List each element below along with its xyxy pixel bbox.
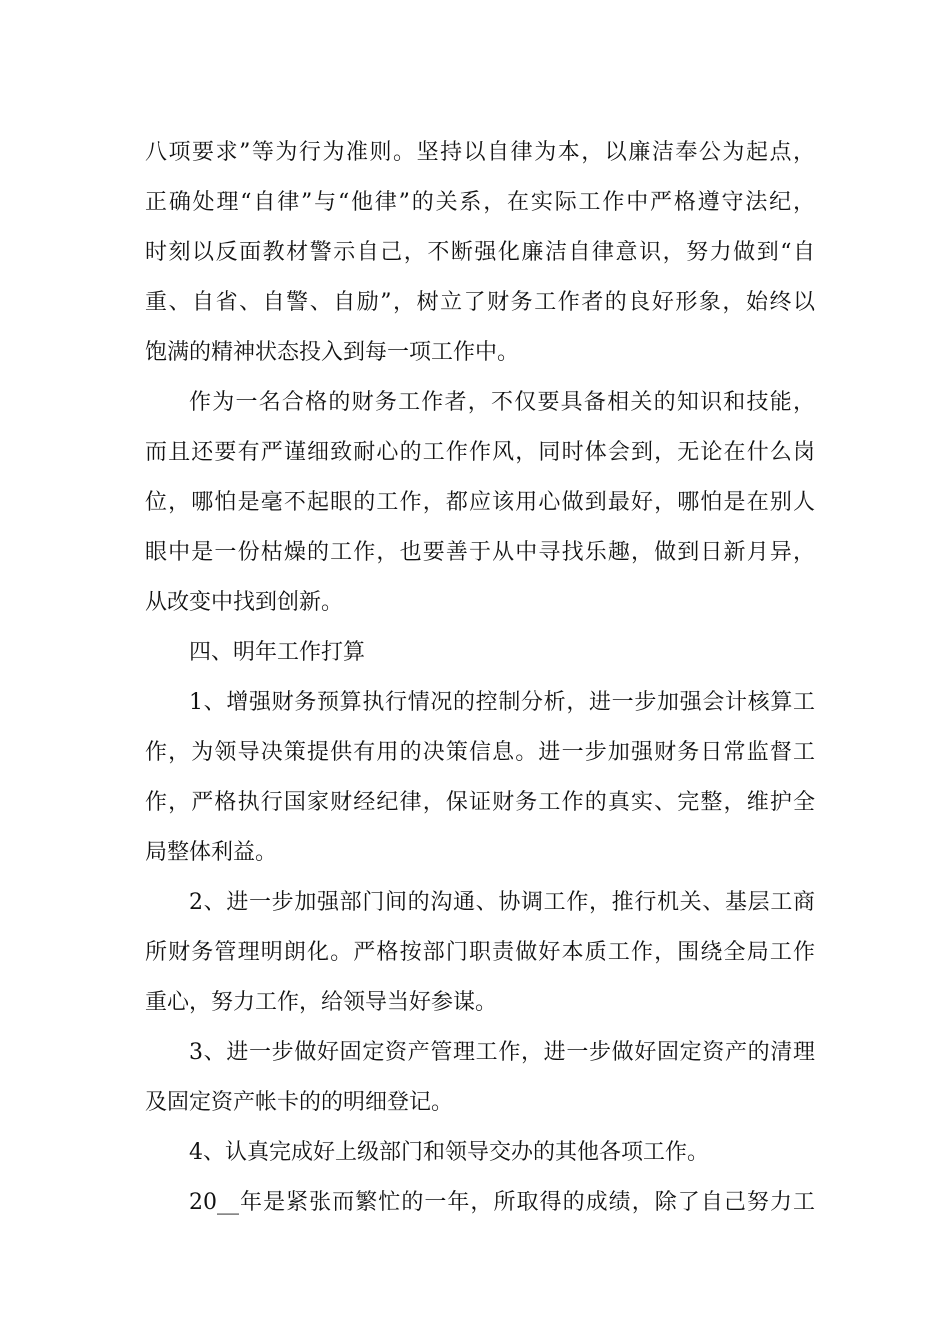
text-line: 作，严格执行国家财经纪律，保证财务工作的真实、完整，维护全 [145,790,815,815]
text-line: 2、进一步加强部门间的沟通、协调工作，推行机关、基层工商 [189,890,815,915]
text-line: 作为一名合格的财务工作者，不仅要具备相关的知识和技能， [189,390,815,415]
heading-text: 四、明年工作打算 [189,640,366,665]
text-line: 重心，努力工作，给领导当好参谋。 [145,990,498,1015]
paragraph [145,1028,815,1128]
paragraph [145,128,815,378]
text-line: 及固定资产帐卡的的明细登记。 [145,1090,454,1115]
text-line: 位，哪怕是毫不起眼的工作，都应该用心做到最好，哪怕是在别人 [145,490,815,515]
text-line: 4、认真完成好上级部门和领导交办的其他各项工作。 [189,1140,709,1165]
paragraph [145,878,815,1028]
text-line: 眼中是一份枯燥的工作，也要善于从中寻找乐趣，做到日新月异， [145,540,815,565]
text-line: 正确处理“自律”与“他律”的关系，在实际工作中严格遵守法纪， [145,190,815,215]
text-line: 20__年是紧张而繁忙的一年，所取得的成绩，除了自己努力工 [189,1190,815,1215]
section-heading [145,628,815,678]
paragraph [145,1178,815,1228]
paragraph [145,678,815,878]
document-body [145,128,815,1228]
text-line: 而且还要有严谨细致耐心的工作作风，同时体会到，无论在什么岗 [145,440,815,465]
text-line: 1、增强财务预算执行情况的控制分析，进一步加强会计核算工 [189,690,815,715]
text-line: 作，为领导决策提供有用的决策信息。进一步加强财务日常监督工 [145,740,815,765]
text-line: 时刻以反面教材警示自己，不断强化廉洁自律意识，努力做到“自 [145,240,815,265]
paragraph [145,378,815,628]
paragraph [145,1128,815,1178]
text-line: 所财务管理明朗化。严格按部门职责做好本质工作，围绕全局工作 [145,940,815,965]
text-line: 饱满的精神状态投入到每一项工作中。 [145,340,520,365]
text-line: 局整体利益。 [145,840,278,865]
text-line: 3、进一步做好固定资产管理工作，进一步做好固定资产的清理 [189,1040,815,1065]
text-line: 八项要求”等为行为准则。坚持以自律为本，以廉洁奉公为起点， [145,140,815,165]
text-line: 重、自省、自警、自励”，树立了财务工作者的良好形象，始终以 [145,290,815,315]
text-line: 从改变中找到创新。 [145,590,344,615]
